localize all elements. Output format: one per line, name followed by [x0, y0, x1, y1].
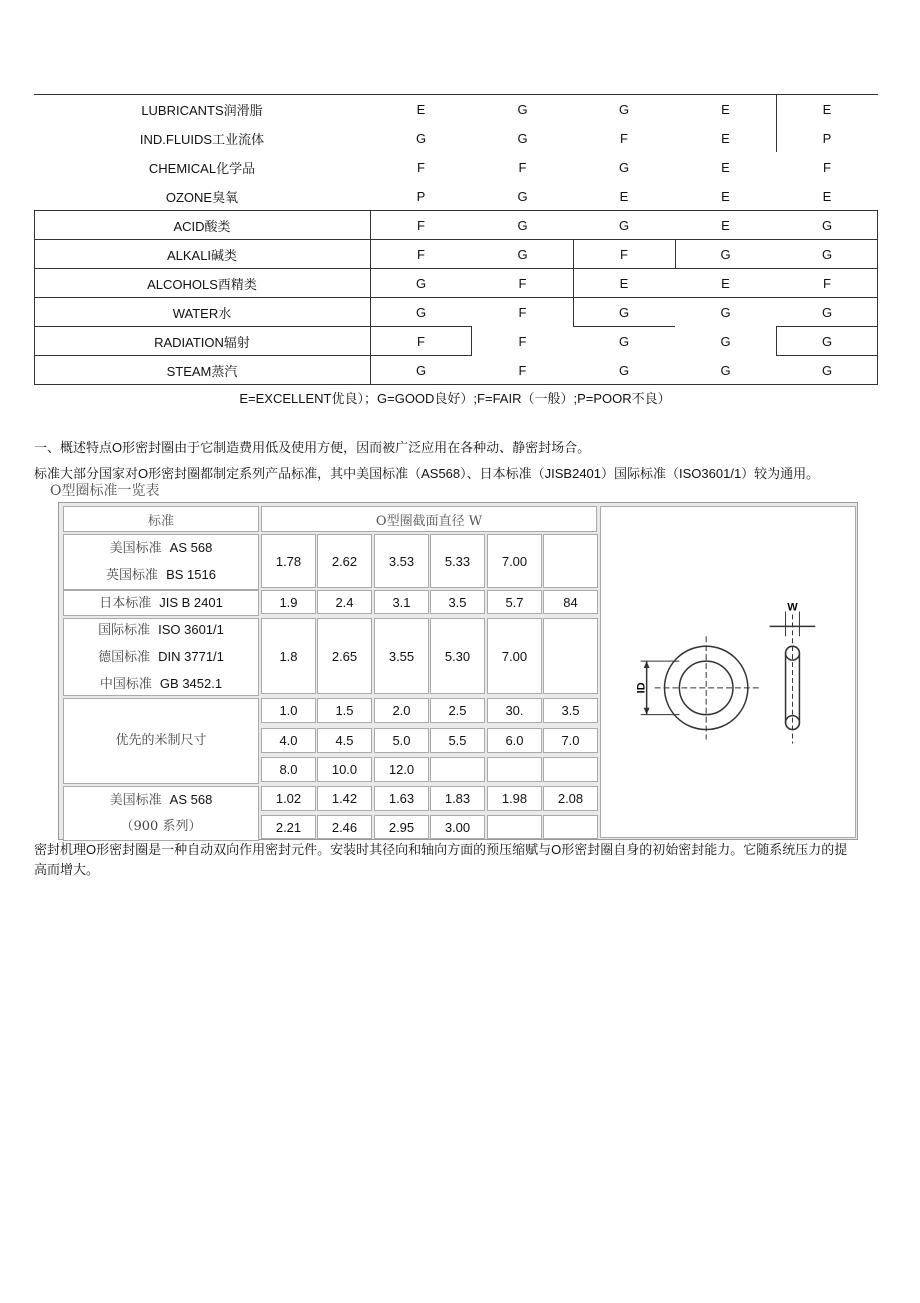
compat-rating-cell: G — [618, 160, 630, 175]
diameter-cell: 2.4 — [317, 590, 372, 614]
compat-rating-cell: G — [618, 363, 630, 378]
diameter-cell: 2.21 — [261, 815, 316, 839]
compat-row-label: LUBRICANTS润滑脂 — [141, 103, 263, 118]
standard-name: 美国标准 — [109, 541, 162, 556]
diameter-cell: 1.8 — [261, 618, 316, 694]
diameter-cell: 2.08 — [543, 786, 598, 811]
table-rule — [34, 384, 878, 385]
diameter-cell — [487, 757, 542, 782]
table-rule — [34, 94, 878, 95]
compat-rating-cell: E — [619, 189, 629, 204]
standards-table-caption: O型圈标准一览表 — [50, 483, 160, 499]
diameter-cell: 5.7 — [487, 590, 542, 614]
table-rule — [877, 210, 878, 356]
diameter-cell — [543, 534, 598, 588]
compat-rating-cell: G — [821, 305, 833, 320]
compat-rating-cell: F — [620, 131, 628, 146]
compat-rating-cell: G — [517, 131, 528, 146]
diameter-cell: 2.95 — [374, 815, 429, 839]
standard-code: BS 1516 — [166, 567, 216, 582]
standard-line — [100, 671, 222, 698]
compat-rating-cell: F — [518, 305, 527, 320]
diameter-cell: 3.5 — [543, 698, 598, 723]
diameter-cell: 30. — [487, 698, 542, 723]
compat-rating-cell: E — [721, 102, 730, 117]
standard-code: AS 568 — [169, 540, 213, 555]
table-rule — [34, 210, 878, 211]
compat-rating-cell: P — [416, 189, 426, 204]
table-rule — [471, 326, 472, 356]
compat-rating-cell: G — [415, 363, 427, 378]
compat-rating-cell: G — [618, 218, 630, 233]
diameter-cell: 5.33 — [430, 534, 485, 588]
mechanism-line-2: 高而增大。 — [34, 862, 100, 877]
standard-name: （900 系列） — [120, 819, 202, 834]
compat-rating-cell: E — [416, 102, 426, 117]
diameter-cell: 6.0 — [487, 728, 542, 753]
table-rule — [34, 297, 878, 298]
standard-line — [121, 814, 202, 840]
w-label: W — [787, 601, 798, 614]
compat-rating-cell: G — [720, 334, 731, 349]
standard-name-cell — [63, 618, 259, 696]
compat-rating-cell: G — [821, 218, 833, 233]
diameter-cell: 3.55 — [374, 618, 429, 694]
compat-rating-cell: G — [618, 334, 630, 349]
overview-paragraph: 一、概述特点O形密封圈由于它制造费用低及使用方便，因而被广泛应用在各种动、静密封场合。 — [34, 440, 591, 455]
compat-rating-cell: F — [823, 276, 831, 291]
diameter-cell: 8.0 — [261, 757, 316, 782]
table-rule — [34, 326, 472, 327]
rating-legend: E=EXCELLENT优良）；G=GOOD良好）;F=FAIR（一般）;P=POOR不良） — [239, 391, 671, 406]
table-rule — [573, 326, 675, 327]
standard-line — [115, 728, 206, 754]
diameter-cell — [543, 757, 598, 782]
diameter-cell: 5.0 — [374, 728, 429, 753]
diameter-cell: 1.83 — [430, 786, 485, 811]
compat-rating-cell: E — [822, 102, 832, 117]
header-standard: 标准 — [63, 506, 259, 532]
diameter-cell: 1.42 — [317, 786, 372, 811]
compat-rating-cell: G — [821, 363, 833, 378]
diameter-cell: 10.0 — [317, 757, 372, 782]
standard-name-cell — [63, 534, 259, 590]
compat-row-label: ACID酸类 — [173, 219, 231, 234]
compat-row-label: ALCOHOLS酉精类 — [147, 277, 257, 292]
diameter-cell: 5.5 — [430, 728, 485, 753]
compat-row-label: RADIATION辐射 — [154, 335, 250, 350]
diameter-cell: 2.46 — [317, 815, 372, 839]
compat-rating-cell: G — [618, 102, 630, 117]
diameter-cell: 1.78 — [261, 534, 316, 588]
diameter-cell: 3.53 — [374, 534, 429, 588]
compat-rating-cell: G — [720, 247, 731, 262]
compat-rating-cell: E — [721, 131, 730, 146]
compat-rating-cell: G — [720, 305, 731, 320]
diameter-cell: 2.62 — [317, 534, 372, 588]
diameter-cell: 3.1 — [374, 590, 429, 614]
diameter-cell: 2.0 — [374, 698, 429, 723]
compat-rating-cell: F — [417, 247, 425, 262]
standard-line — [98, 644, 224, 671]
diameter-cell: 1.98 — [487, 786, 542, 811]
mechanism-line-1: 密封机理O形密封圈是一种自动双向作用密封元件。安装时其径向和轴向方面的预压缩赋与O形密封圈自身的初始密封能力。它随系统压力的提 — [34, 842, 848, 857]
standard-line — [110, 787, 213, 814]
compat-rating-cell: G — [415, 305, 427, 320]
compat-rating-cell: G — [517, 102, 528, 117]
compat-row-label: OZONE臭氧 — [165, 190, 239, 205]
standards-paragraph: 标准大部分国家对O形密封圈都制定系列产品标准，其中美国标准（AS568）、日本标准（JISB2401）国际标准（ISO3601/1）较为通用。 — [34, 466, 820, 481]
compat-rating-cell: F — [417, 334, 425, 349]
compat-row-label: WATER水 — [172, 306, 232, 321]
table-rule — [34, 355, 472, 356]
diameter-cell: 3.00 — [430, 815, 485, 839]
compat-rating-cell: G — [821, 334, 833, 349]
table-rule — [776, 94, 777, 152]
compat-rating-cell: G — [415, 276, 427, 291]
diameter-cell: 12.0 — [374, 757, 429, 782]
header-diameter: O型圈截面直径 W — [261, 506, 597, 532]
standard-name: 国际标准 — [98, 622, 151, 638]
table-rule — [675, 239, 676, 269]
standard-name: 优先的米制尺寸 — [115, 733, 207, 748]
table-rule — [877, 355, 878, 385]
standard-name: 德国标准 — [98, 649, 151, 665]
diameter-cell: 1.63 — [374, 786, 429, 811]
compat-rating-cell: F — [518, 334, 527, 349]
compat-rating-cell: E — [721, 189, 730, 204]
oring-diagram-panel — [600, 506, 856, 838]
standard-name: 英国标准 — [106, 568, 159, 583]
diameter-cell: 4.5 — [317, 728, 372, 753]
standard-code: GB 3452.1 — [159, 675, 223, 691]
compat-rating-cell: G — [720, 363, 731, 378]
compat-row-label: ALKALI碱类 — [166, 248, 238, 263]
standard-line — [106, 562, 216, 589]
standard-line — [99, 590, 223, 617]
diameter-cell — [543, 815, 598, 839]
compat-rating-cell: F — [823, 160, 831, 175]
standard-name-cell — [63, 786, 259, 841]
standard-name-cell — [63, 698, 259, 784]
compat-rating-cell: G — [517, 189, 528, 204]
compat-rating-cell: G — [517, 218, 528, 233]
compat-rating-cell: E — [619, 276, 629, 291]
standard-code: JIS B 2401 — [159, 594, 223, 610]
compat-row-label: IND.FLUIDS工业流体 — [139, 132, 265, 147]
compat-rating-cell: E — [721, 218, 730, 233]
table-rule — [776, 326, 777, 356]
compat-rating-cell: F — [518, 160, 527, 175]
diameter-cell: 3.5 — [430, 590, 485, 614]
compat-rating-cell: G — [821, 247, 833, 262]
standard-line — [110, 535, 213, 562]
compat-rating-cell: G — [517, 247, 528, 262]
standard-code: ISO 3601/1 — [158, 621, 224, 637]
standards-table — [58, 502, 858, 840]
compat-rating-cell: E — [721, 160, 730, 175]
standard-name-cell — [63, 590, 259, 616]
standard-code: DIN 3771/1 — [158, 648, 224, 664]
table-rule — [776, 355, 878, 356]
diameter-cell: 4.0 — [261, 728, 316, 753]
diameter-cell: 7.00 — [487, 534, 542, 588]
compat-rating-cell: P — [822, 131, 832, 146]
diameter-cell: 7.00 — [487, 618, 542, 694]
oring-cross-section-diagram — [601, 506, 855, 838]
diameter-cell — [543, 618, 598, 694]
diameter-cell: 1.5 — [317, 698, 372, 723]
standard-name: 日本标准 — [99, 595, 152, 611]
diameter-cell — [430, 757, 485, 782]
diameter-cell: 84 — [543, 590, 598, 614]
diameter-cell: 7.0 — [543, 728, 598, 753]
compat-rating-cell: F — [518, 276, 527, 291]
compat-row-label: STEAM蒸汽 — [166, 364, 238, 379]
diameter-cell: 2.65 — [317, 618, 372, 694]
diameter-cell: 5.30 — [430, 618, 485, 694]
compat-row-label: CHEMICAL化学品 — [148, 161, 256, 176]
compat-rating-cell: G — [415, 131, 427, 146]
table-rule — [573, 239, 574, 327]
standard-code: AS 568 — [169, 792, 213, 807]
table-rule — [34, 210, 35, 385]
compat-rating-cell: F — [417, 160, 425, 175]
id-label: ID — [635, 682, 648, 694]
table-rule — [370, 210, 371, 385]
compat-rating-cell: E — [721, 276, 730, 291]
compat-rating-cell: G — [618, 305, 630, 320]
compat-rating-cell: E — [822, 189, 832, 204]
compat-rating-cell: F — [518, 363, 527, 378]
diameter-cell: 2.5 — [430, 698, 485, 723]
diameter-cell — [487, 815, 542, 839]
diameter-cell: 1.0 — [261, 698, 316, 723]
table-rule — [34, 268, 878, 269]
mechanism-paragraph — [34, 840, 884, 880]
diameter-cell: 1.02 — [261, 786, 316, 811]
standard-name: 美国标准 — [109, 793, 162, 808]
table-rule — [34, 239, 878, 240]
standard-line — [98, 617, 224, 644]
compat-rating-cell: F — [620, 247, 628, 262]
standard-name: 中国标准 — [99, 676, 152, 692]
diameter-cell: 1.9 — [261, 590, 316, 614]
table-rule — [776, 326, 878, 327]
compat-rating-cell: F — [417, 218, 425, 233]
